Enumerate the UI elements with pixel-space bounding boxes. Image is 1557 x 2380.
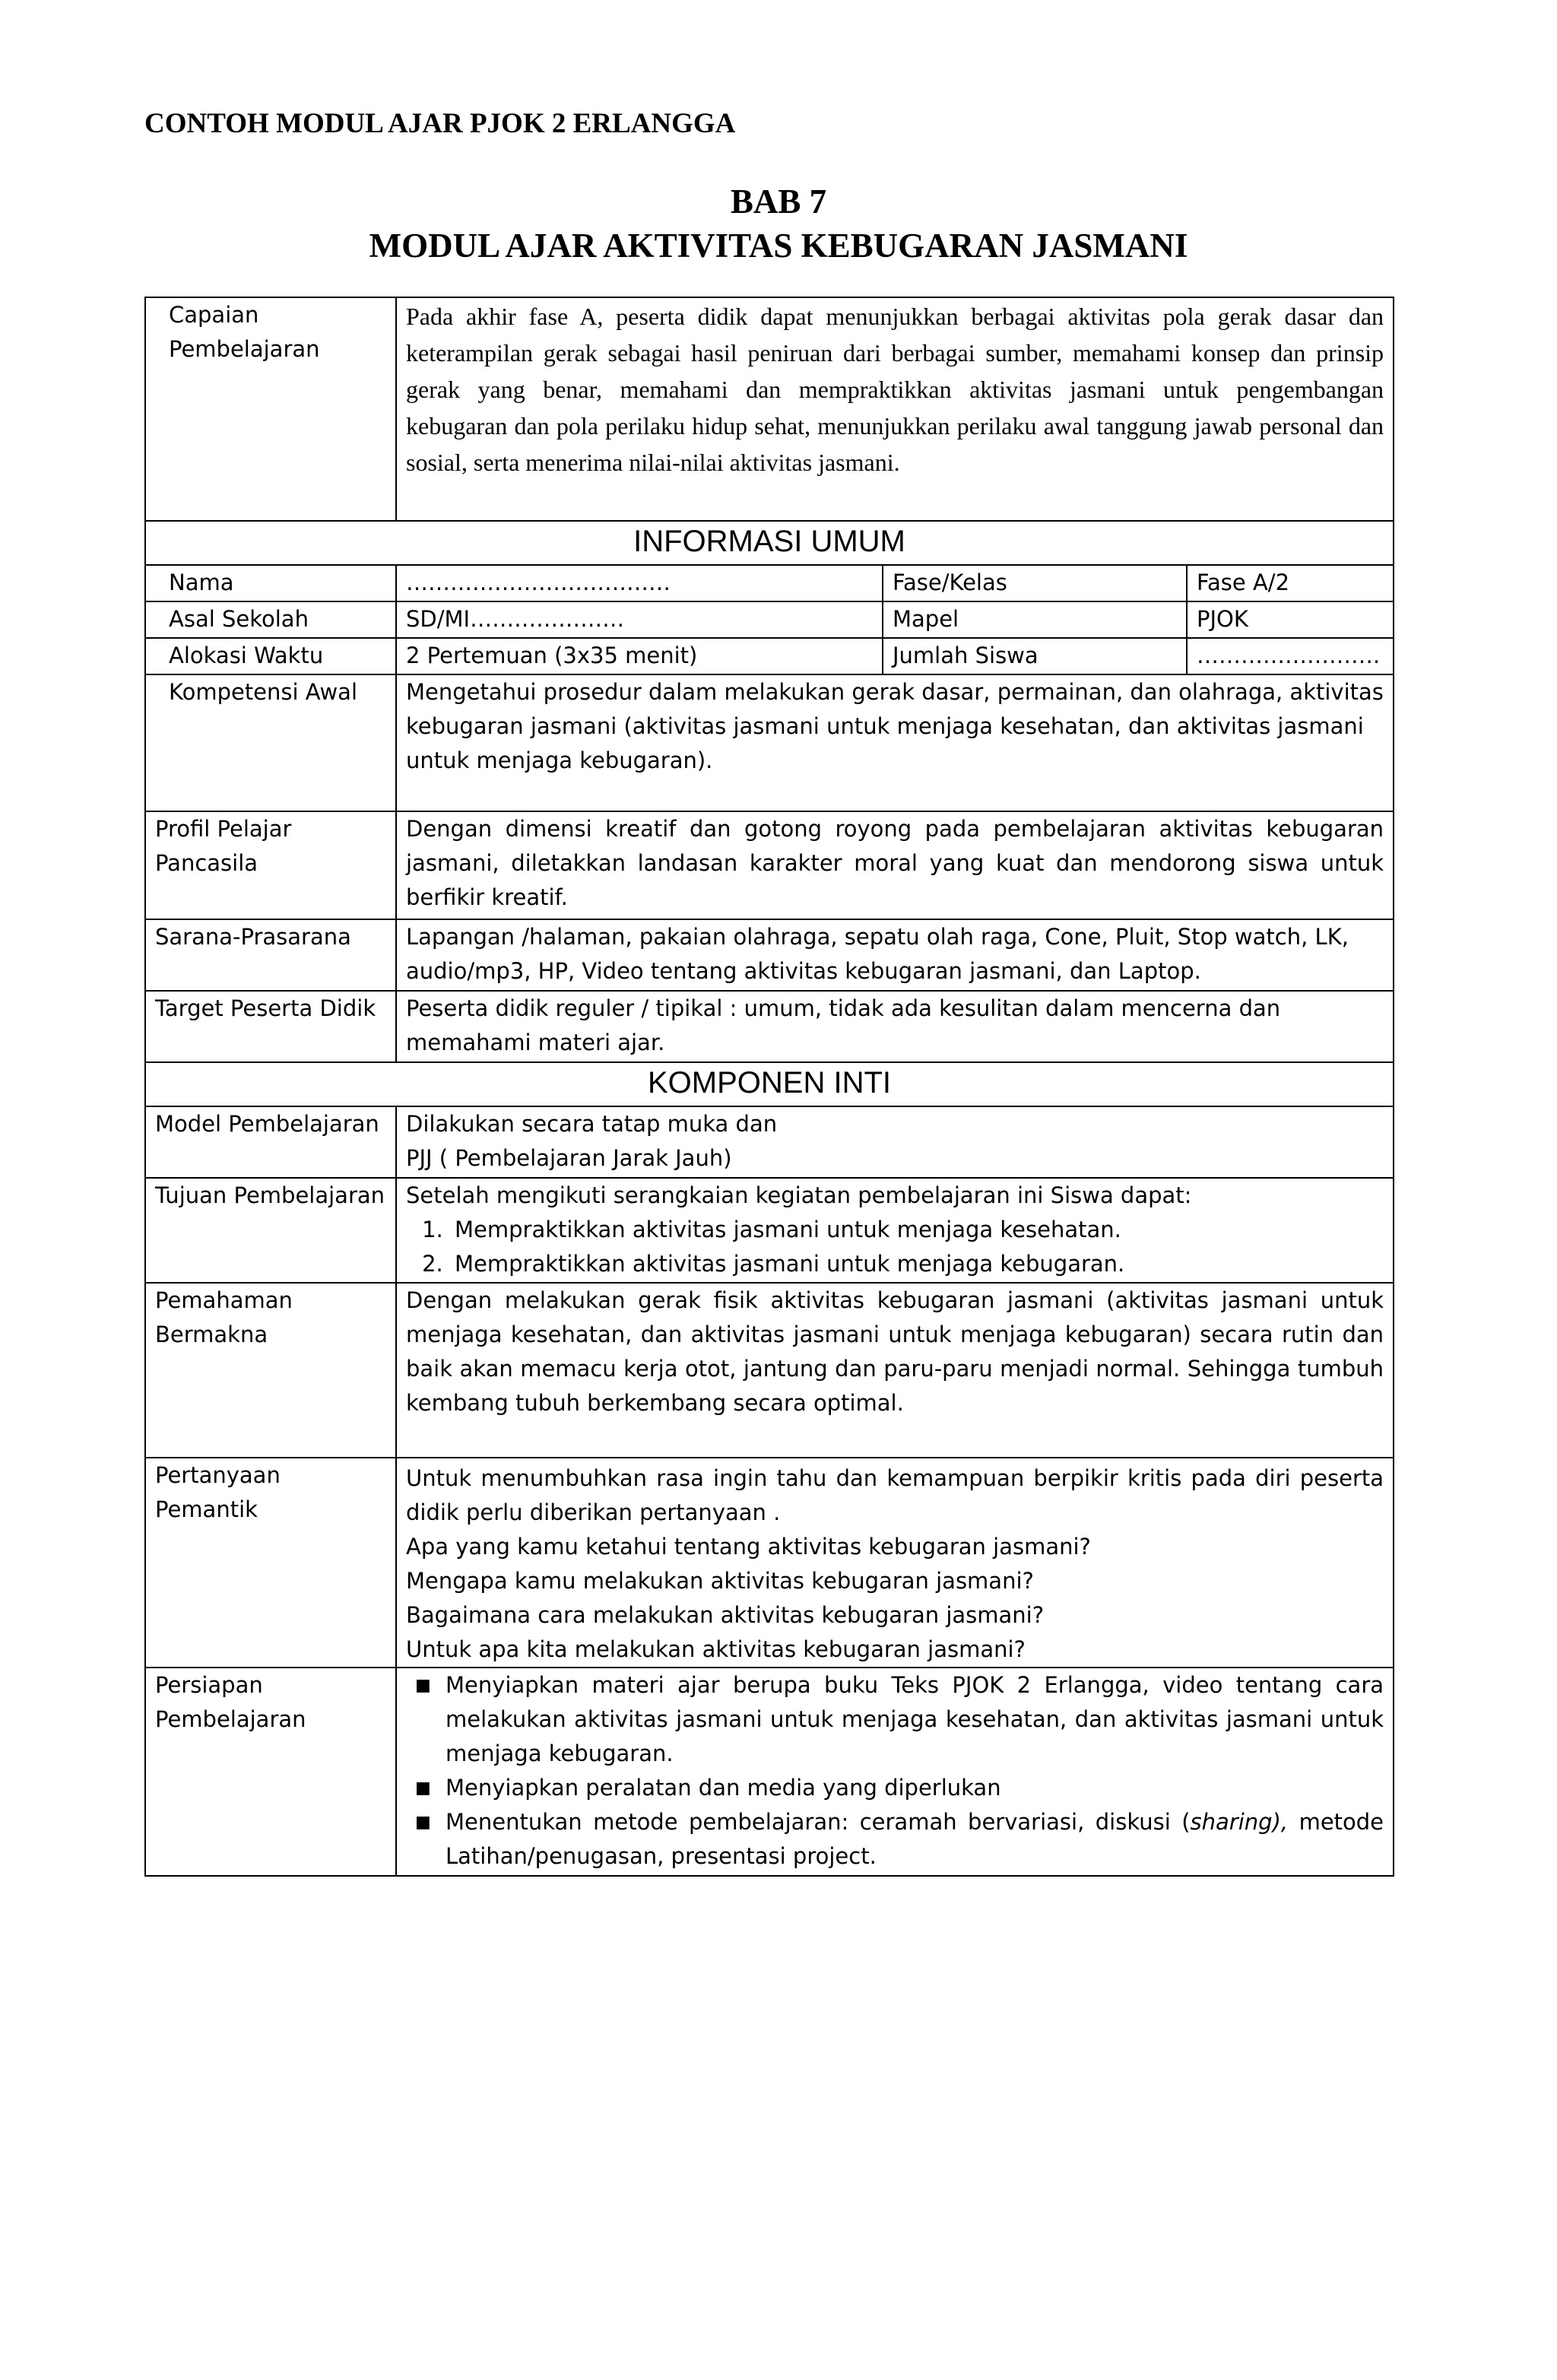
pertanyaan-intro: Untuk menumbuhkan rasa ingin tahu dan kemampuan berpikir kritis pada diri peserta didik perlu diberikan pertanyaan . bbox=[406, 1465, 1384, 1525]
persiapan-item-text: metode Latihan/penugasan, presentasi project. bbox=[446, 1809, 1384, 1869]
alokasi-label: Alokasi Waktu bbox=[145, 638, 396, 674]
pemahaman-label: Pemahaman Bermakna bbox=[145, 1283, 396, 1458]
pertanyaan-line: Apa yang kamu ketahui tentang aktivitas kebugaran jasmani? bbox=[406, 1534, 1091, 1560]
sarana-row bbox=[145, 919, 1394, 991]
model-row bbox=[145, 1106, 1394, 1178]
pertanyaan-label: Pertanyaan Pemantik bbox=[145, 1458, 396, 1668]
list-item bbox=[415, 1668, 1384, 1771]
persiapan-label: Persiapan Pembelajaran bbox=[145, 1668, 396, 1876]
list-item: 1. Mempraktikkan aktivitas jasmani untuk menjaga kesehatan. bbox=[450, 1213, 1384, 1247]
pertanyaan-line: Mengapa kamu melakukan aktivitas kebugaran jasmani? bbox=[406, 1568, 1034, 1594]
persiapan-item-text: Menentukan metode pembelajaran: ceramah bervariasi, diskusi ( bbox=[446, 1809, 1191, 1835]
chapter-heading bbox=[0, 179, 1557, 268]
profil-row bbox=[145, 811, 1394, 919]
module-table bbox=[144, 297, 1394, 1877]
nama-value: ……………………………… bbox=[396, 565, 883, 601]
target-row bbox=[145, 991, 1394, 1062]
tujuan-value bbox=[396, 1178, 1394, 1283]
sekolah-label: Asal Sekolah bbox=[145, 601, 396, 638]
profil-value: Dengan dimensi kreatif dan gotong royong pada pembelajaran aktivitas kebugaran jasmani, diletakkan landasan karakter moral yang kuat dan mendorong siswa untuk berfikir kreatif. bbox=[396, 811, 1394, 919]
persiapan-list bbox=[406, 1668, 1384, 1874]
document-label: CONTOH MODUL AJAR PJOK 2 ERLANGGA bbox=[144, 108, 736, 139]
pertanyaan-row bbox=[145, 1458, 1394, 1668]
list-item bbox=[415, 1771, 1384, 1805]
informasi-umum-heading: INFORMASI UMUM bbox=[145, 521, 1394, 565]
model-label: Model Pembelajaran bbox=[145, 1106, 396, 1178]
module-title: MODUL AJAR AKTIVITAS KEBUGARAN JASMANI bbox=[369, 227, 1188, 265]
tujuan-row bbox=[145, 1178, 1394, 1283]
target-value: Peserta didik reguler / tipikal : umum, tidak ada kesulitan dalam mencerna dan memahami materi ajar. bbox=[396, 991, 1394, 1062]
pertanyaan-line: Bagaimana cara melakukan aktivitas kebugaran jasmani? bbox=[406, 1602, 1045, 1628]
fase-label: Fase/Kelas bbox=[883, 565, 1187, 601]
persiapan-item-text: Menyiapkan materi ajar berupa buku Teks PJOK 2 Erlangga, video tentang cara melakukan aktivitas jasmani untuk menjaga kesehatan, dan aktivitas jasmani untuk menjaga kebugaran. bbox=[446, 1672, 1384, 1766]
sarana-label: Sarana-Prasarana bbox=[145, 919, 396, 991]
alokasi-row bbox=[145, 638, 1394, 674]
model-value bbox=[396, 1106, 1394, 1178]
sekolah-row bbox=[145, 601, 1394, 638]
informasi-umum-heading-row bbox=[145, 521, 1394, 565]
model-line: PJJ ( Pembelajaran Jarak Jauh) bbox=[406, 1145, 732, 1171]
kompetensi-row bbox=[145, 674, 1394, 811]
komponen-inti-heading: KOMPONEN INTI bbox=[145, 1062, 1394, 1106]
sarana-value: Lapangan /halaman, pakaian olahraga, sepatu olah raga, Cone, Pluit, Stop watch, LK, audio/mp3, HP, Video tentang aktivitas kebugaran jasmani, dan Laptop. bbox=[396, 919, 1394, 991]
square-bullet-icon: ■ bbox=[415, 1813, 431, 1832]
alokasi-value: 2 Pertemuan (3x35 menit) bbox=[396, 638, 883, 674]
profil-label: Profil Pelajar Pancasila bbox=[145, 811, 396, 919]
target-label: Target Peserta Didik bbox=[145, 991, 396, 1062]
capaian-text: Pada akhir fase A, peserta didik dapat menunjukkan berbagai aktivitas pola gerak dasar dan keterampilan gerak sebagai hasil peniruan dari berbagai sumber, memahami konsep dan prinsip gerak yang benar, memahami dan mempraktikkan aktivitas jasmani untuk pengembangan kebugaran dan pola perilaku hidup sehat, menunjukkan perilaku awal tanggung jawab personal dan sosial, serta menerima nilai-nilai aktivitas jasmani. bbox=[396, 297, 1394, 521]
komponen-inti-heading-row bbox=[145, 1062, 1394, 1106]
capaian-label: Capaian Pembelajaran bbox=[145, 297, 396, 521]
nama-label: Nama bbox=[145, 565, 396, 601]
pemahaman-row bbox=[145, 1283, 1394, 1458]
list-item bbox=[415, 1805, 1384, 1874]
sekolah-value: SD/MI………………… bbox=[396, 601, 883, 638]
pertanyaan-line: Untuk apa kita melakukan aktivitas kebugaran jasmani? bbox=[406, 1636, 1026, 1662]
persiapan-item-emphasis: sharing), bbox=[1190, 1809, 1289, 1835]
kompetensi-value: Mengetahui prosedur dalam melakukan gerak dasar, permainan, dan olahraga, aktivitas kebugaran jasmani (aktivitas jasmani untuk menjaga kesehatan, dan aktivitas jasmani untuk menjaga kebugaran). bbox=[396, 674, 1394, 811]
nama-row bbox=[145, 565, 1394, 601]
pertanyaan-value bbox=[396, 1458, 1394, 1668]
jumlah-siswa-value: ……………………. bbox=[1187, 638, 1394, 674]
tujuan-intro: Setelah mengikuti serangkaian kegiatan pembelajaran ini Siswa dapat: bbox=[406, 1182, 1192, 1208]
square-bullet-icon: ■ bbox=[415, 1779, 431, 1798]
pemahaman-value: Dengan melakukan gerak fisik aktivitas kebugaran jasmani (aktivitas jasmani untuk menjaga kesehatan, dan aktivitas jasmani untuk menjaga kebugaran) secara rutin dan baik akan memacu kerja otot, jantung dan paru-paru menjadi normal. Sehingga tumbuh kembang tubuh berkembang secara optimal. bbox=[396, 1283, 1394, 1458]
jumlah-siswa-label: Jumlah Siswa bbox=[883, 638, 1187, 674]
square-bullet-icon: ■ bbox=[415, 1676, 431, 1695]
list-item: 2. Mempraktikkan aktivitas jasmani untuk menjaga kebugaran. bbox=[450, 1247, 1384, 1281]
fase-value: Fase A/2 bbox=[1187, 565, 1394, 601]
model-line: Dilakukan secara tatap muka dan bbox=[406, 1111, 778, 1137]
mapel-label: Mapel bbox=[883, 601, 1187, 638]
mapel-value: PJOK bbox=[1187, 601, 1394, 638]
capaian-row bbox=[145, 297, 1394, 521]
tujuan-list bbox=[406, 1213, 1384, 1281]
persiapan-value bbox=[396, 1668, 1394, 1876]
persiapan-row bbox=[145, 1668, 1394, 1876]
persiapan-item-text: Menyiapkan peralatan dan media yang diperlukan bbox=[446, 1775, 1001, 1801]
chapter-number: BAB 7 bbox=[730, 182, 827, 221]
tujuan-label: Tujuan Pembelajaran bbox=[145, 1178, 396, 1283]
kompetensi-label: Kompetensi Awal bbox=[145, 674, 396, 811]
